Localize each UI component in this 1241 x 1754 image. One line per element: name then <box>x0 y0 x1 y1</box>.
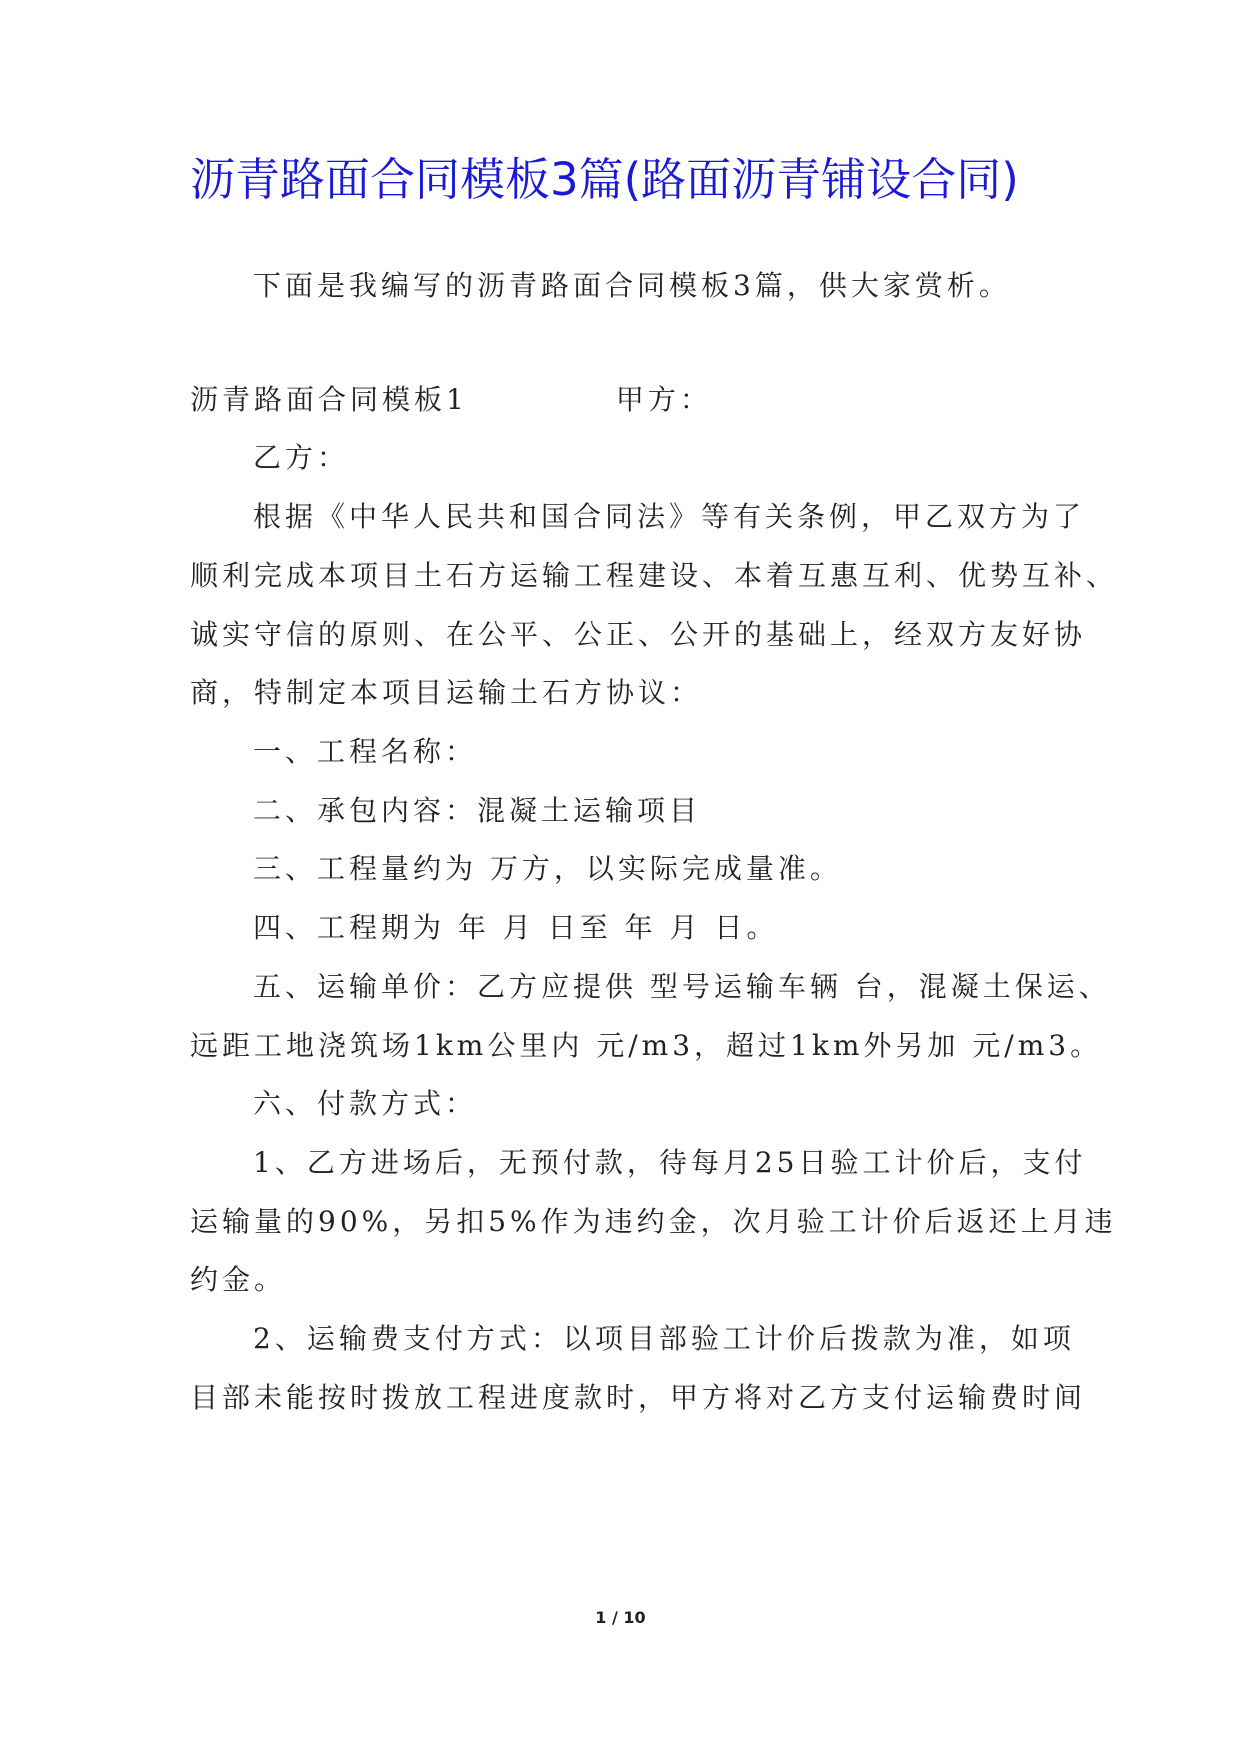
sub-clause-2: 2、运输费支付方式：以项目部验工计价后拨款为准，如项 <box>253 1322 1075 1355</box>
clause-4: 四、工程期为 年 月 日至 年 月 日。 <box>253 911 779 944</box>
body-line: 远距工地浇筑场1km公里内 元/m3，超过1km外另加 元/m3。 <box>190 1029 1103 1062</box>
body-line: 商，特制定本项目运输土石方协议： <box>190 676 703 709</box>
document-title: 沥青路面合同模板3篇(路面沥青铺设合同) <box>190 153 1019 206</box>
intro-paragraph: 下面是我编写的沥青路面合同模板3篇，供大家赏析。 <box>253 269 1011 302</box>
clause-2: 二、承包内容：混凝土运输项目 <box>253 794 702 827</box>
section-heading-row <box>190 380 1060 420</box>
body-line: 顺利完成本项目土石方运输工程建设、本着互惠互利、优势互补、 <box>190 559 1119 592</box>
page-number: 1 / 10 <box>595 1608 646 1627</box>
party-a-label: 甲方： <box>615 383 712 416</box>
body-line: 诚实守信的原则、在公平、公正、公开的基础上，经双方友好协 <box>190 618 1087 651</box>
sub-clause-1: 1、乙方进场后，无预付款，待每月25日验工计价后，支付 <box>253 1146 1087 1179</box>
section-heading: 沥青路面合同模板1 <box>190 383 468 416</box>
body-line: 运输量的90%，另扣5%作为违约金，次月验工计价后返还上月违 <box>190 1205 1117 1238</box>
clause-1: 一、工程名称： <box>253 735 478 768</box>
body-line: 目部未能按时拨放工程进度款时，甲方将对乙方支付运输费时间 <box>190 1381 1087 1414</box>
body-line: 约金。 <box>190 1263 287 1296</box>
body-line: 根据《中华人民共和国合同法》等有关条例，甲乙双方为了 <box>253 500 1086 533</box>
clause-5: 五、运输单价：乙方应提供 型号运输车辆 台，混凝土保运、 <box>253 970 1111 1003</box>
party-b-label: 乙方： <box>253 441 350 474</box>
clause-6: 六、付款方式： <box>253 1087 478 1120</box>
clause-3: 三、工程量约为 万方，以实际完成量准。 <box>253 852 842 885</box>
